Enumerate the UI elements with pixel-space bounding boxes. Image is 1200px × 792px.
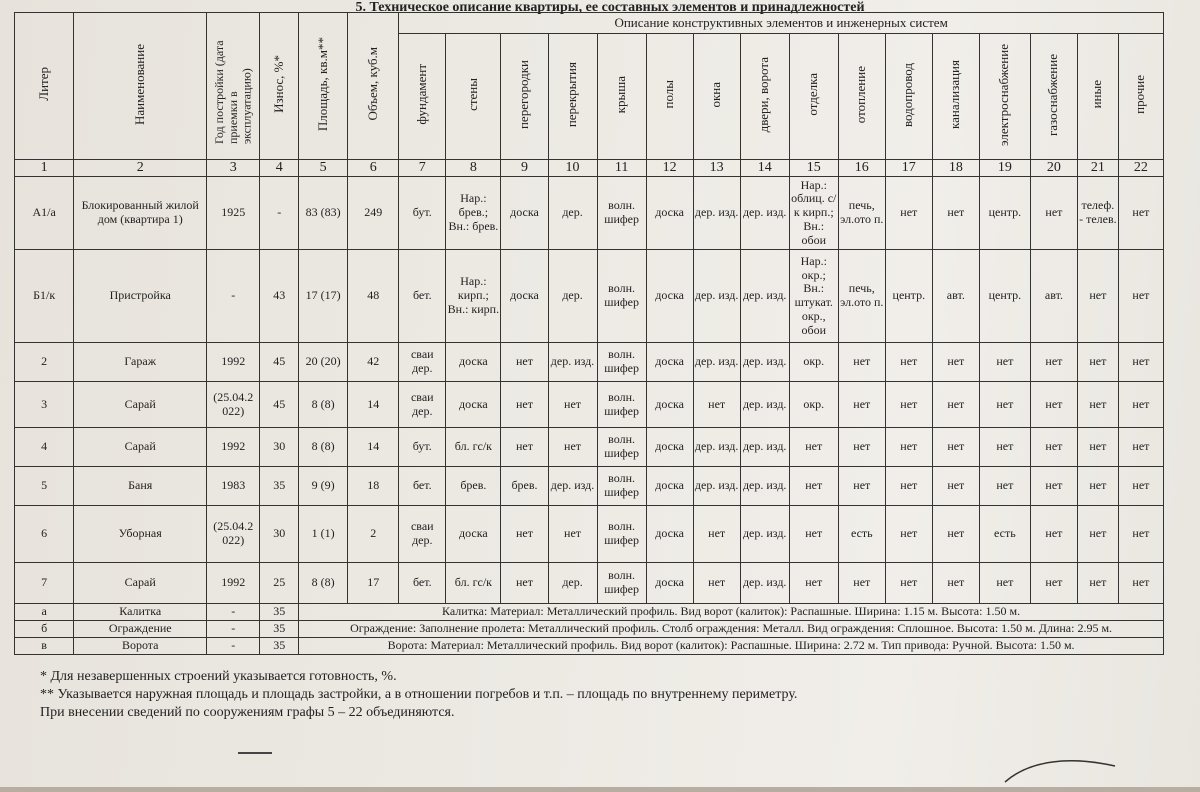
table-cell: 1983 bbox=[207, 467, 260, 506]
col-number: 21 bbox=[1077, 160, 1118, 177]
cell-liter: Б1/к bbox=[15, 250, 74, 343]
cell-liter: а bbox=[15, 604, 74, 621]
table-cell: нет bbox=[932, 467, 979, 506]
table-cell: 14 bbox=[348, 428, 399, 467]
table-cell: бет. bbox=[399, 467, 446, 506]
col-header-electricity: электроснабжение bbox=[979, 34, 1030, 160]
cell-name: Сарай bbox=[74, 428, 207, 467]
table-cell: дер. изд. bbox=[693, 250, 740, 343]
cell-liter: 4 bbox=[15, 428, 74, 467]
table-cell: бут. bbox=[399, 428, 446, 467]
table-cell: авт. bbox=[1030, 250, 1077, 343]
table-cell: центр. bbox=[885, 250, 932, 343]
table-cell: доска bbox=[646, 250, 693, 343]
col-header-doors: двери, ворота bbox=[740, 34, 789, 160]
col-header-gas: газоснабжение bbox=[1030, 34, 1077, 160]
table-cell: 45 bbox=[260, 382, 299, 428]
table-cell: нет bbox=[501, 506, 548, 563]
table-cell: нет bbox=[1118, 506, 1163, 563]
cell-name: Блокированный жилой дом (квартира 1) bbox=[74, 177, 207, 250]
cell-name: Ограждение bbox=[74, 621, 207, 638]
table-cell: доска bbox=[501, 177, 548, 250]
table-cell: дер. изд. bbox=[548, 343, 597, 382]
col-header-water: водопровод bbox=[885, 34, 932, 160]
table-cell: 18 bbox=[348, 467, 399, 506]
cell-name: Гараж bbox=[74, 343, 207, 382]
table-cell: (25.04.2 022) bbox=[207, 506, 260, 563]
table-cell: 17 bbox=[348, 563, 399, 604]
table-cell: печь, эл.ото п. bbox=[838, 177, 885, 250]
cell-liter: 7 bbox=[15, 563, 74, 604]
col-number: 20 bbox=[1030, 160, 1077, 177]
table-cell: 30 bbox=[260, 428, 299, 467]
table-cell: нет bbox=[1118, 250, 1163, 343]
table-cell: нет bbox=[979, 467, 1030, 506]
table-cell: нет bbox=[932, 428, 979, 467]
table-cell: нет bbox=[789, 428, 838, 467]
table-cell: волн. шифер bbox=[597, 177, 646, 250]
col-number: 12 bbox=[646, 160, 693, 177]
table-cell: 42 bbox=[348, 343, 399, 382]
table-cell: дер. изд. bbox=[740, 382, 789, 428]
table-cell: 8 (8) bbox=[299, 428, 348, 467]
table-cell: бл. гс/к bbox=[446, 428, 501, 467]
table-cell: доска bbox=[446, 506, 501, 563]
col-header-finishing: отделка bbox=[789, 34, 838, 160]
table-cell: бут. bbox=[399, 177, 446, 250]
fence-description: Калитка: Материал: Металлический профиль. Вид ворот (калиток): Распашные. Ширина: 1.15 м. Высота: 1.50 м. bbox=[299, 604, 1164, 621]
table-cell: нет bbox=[501, 428, 548, 467]
table-cell: нет bbox=[1030, 563, 1077, 604]
table-cell: 48 bbox=[348, 250, 399, 343]
table-cell: доска bbox=[646, 177, 693, 250]
col-header-sewer: канализация bbox=[932, 34, 979, 160]
table-cell: нет bbox=[1077, 563, 1118, 604]
col-number: 18 bbox=[932, 160, 979, 177]
table-cell: 1992 bbox=[207, 563, 260, 604]
table-cell: окр. bbox=[789, 382, 838, 428]
table-cell: 35 bbox=[260, 604, 299, 621]
table-cell: нет bbox=[885, 506, 932, 563]
table-cell: 45 bbox=[260, 343, 299, 382]
cell-name: Уборная bbox=[74, 506, 207, 563]
col-number: 13 bbox=[693, 160, 740, 177]
table-cell: 1 (1) bbox=[299, 506, 348, 563]
table-cell: дер. bbox=[548, 563, 597, 604]
table-cell: дер. изд. bbox=[693, 343, 740, 382]
table-cell: дер. изд. bbox=[740, 250, 789, 343]
fence-row bbox=[15, 604, 1164, 621]
table-cell: - bbox=[207, 604, 260, 621]
cell-liter: А1/а bbox=[15, 177, 74, 250]
table-cell: волн. шифер bbox=[597, 343, 646, 382]
col-number: 2 bbox=[74, 160, 207, 177]
col-header-liter: Литер bbox=[15, 13, 74, 160]
table-cell: нет bbox=[693, 382, 740, 428]
table-cell: нет bbox=[1077, 467, 1118, 506]
cell-name: Сарай bbox=[74, 382, 207, 428]
table-cell: нет bbox=[1030, 382, 1077, 428]
col-header-floors: полы bbox=[646, 34, 693, 160]
table-cell: нет bbox=[979, 382, 1030, 428]
table-cell: доска bbox=[446, 382, 501, 428]
group-header: Описание конструктивных элементов и инженерных систем bbox=[399, 13, 1164, 34]
footnote-2: ** Указывается наружная площадь и площадь застройки, а в отношении погребов и т.п. – площадь по внутреннему периметру. bbox=[40, 687, 798, 703]
footnotes bbox=[40, 668, 1140, 723]
table-cell: авт. bbox=[932, 250, 979, 343]
table-row bbox=[15, 428, 1164, 467]
table-cell: нет bbox=[1030, 467, 1077, 506]
table-cell: нет bbox=[885, 467, 932, 506]
table-cell: дер. изд. bbox=[740, 563, 789, 604]
table-cell: дер. изд. bbox=[693, 467, 740, 506]
fence-description: Ограждение: Заполнение пролета: Металлический профиль. Столб ограждения: Металл. Вид ограждения: Сплошное. Высота: 1.50 м. Длина: 2.95 м. bbox=[299, 621, 1164, 638]
cell-name: Ворота bbox=[74, 638, 207, 655]
table-cell: 249 bbox=[348, 177, 399, 250]
table-cell: 25 bbox=[260, 563, 299, 604]
table-cell: нет bbox=[1030, 428, 1077, 467]
table-cell: нет bbox=[789, 563, 838, 604]
table-cell: окр. bbox=[789, 343, 838, 382]
signature-scribble bbox=[1000, 752, 1120, 792]
col-header-volume: Объем, куб.м bbox=[348, 13, 399, 160]
col-number: 7 bbox=[399, 160, 446, 177]
table-cell: нет bbox=[548, 506, 597, 563]
table-row bbox=[15, 250, 1164, 343]
footnote-1: * Для незавершенных строений указывается готовность, %. bbox=[40, 669, 397, 684]
table-cell: сваи дер. bbox=[399, 343, 446, 382]
table-cell: 14 bbox=[348, 382, 399, 428]
technical-description-table bbox=[14, 12, 1164, 655]
table-cell: нет bbox=[838, 428, 885, 467]
table-cell: нет bbox=[885, 428, 932, 467]
table-cell: нет bbox=[885, 382, 932, 428]
table-cell: 43 bbox=[260, 250, 299, 343]
table-cell: сваи дер. bbox=[399, 382, 446, 428]
table-cell: волн. шифер bbox=[597, 382, 646, 428]
col-number: 22 bbox=[1118, 160, 1163, 177]
table-cell: нет bbox=[838, 343, 885, 382]
table-cell: нет bbox=[501, 343, 548, 382]
table-cell: - bbox=[260, 177, 299, 250]
table-cell: нет bbox=[979, 343, 1030, 382]
table-cell: брев. bbox=[501, 467, 548, 506]
fence-row bbox=[15, 621, 1164, 638]
col-header-heating: отопление bbox=[838, 34, 885, 160]
table-cell: нет bbox=[932, 177, 979, 250]
col-header-walls: стены bbox=[446, 34, 501, 160]
table-cell: - bbox=[207, 638, 260, 655]
col-header-other: иные bbox=[1077, 34, 1118, 160]
col-number: 1 bbox=[15, 160, 74, 177]
col-header-windows: окна bbox=[693, 34, 740, 160]
table-cell: доска bbox=[501, 250, 548, 343]
table-cell: нет bbox=[932, 382, 979, 428]
col-number: 4 bbox=[260, 160, 299, 177]
col-number: 14 bbox=[740, 160, 789, 177]
footnote-3: При внесении сведений по сооружениям графы 5 – 22 объединяются. bbox=[40, 705, 455, 721]
table-cell: нет bbox=[693, 563, 740, 604]
table-cell: нет bbox=[789, 506, 838, 563]
col-header-area: Площадь, кв.м** bbox=[299, 13, 348, 160]
col-number: 15 bbox=[789, 160, 838, 177]
table-cell: нет bbox=[979, 428, 1030, 467]
column-number-row bbox=[15, 160, 1164, 177]
table-cell: дер. изд. bbox=[740, 177, 789, 250]
table-cell: телеф. - телев. bbox=[1077, 177, 1118, 250]
col-header-year: Год постройки (дата приемки в эксплуатацию) bbox=[207, 13, 260, 160]
cell-name: Баня bbox=[74, 467, 207, 506]
table-cell: волн. шифер bbox=[597, 563, 646, 604]
table-cell: 35 bbox=[260, 467, 299, 506]
table-cell: доска bbox=[646, 428, 693, 467]
table-cell: нет bbox=[789, 467, 838, 506]
col-number: 9 bbox=[501, 160, 548, 177]
table-cell: нет bbox=[1077, 382, 1118, 428]
table-cell: 1992 bbox=[207, 428, 260, 467]
table-cell: есть bbox=[838, 506, 885, 563]
table-cell: Нар.: кирп.; Вн.: кирп. bbox=[446, 250, 501, 343]
table-cell: доска bbox=[446, 343, 501, 382]
table-cell: нет bbox=[932, 563, 979, 604]
table-cell: нет bbox=[1118, 563, 1163, 604]
table-cell: нет bbox=[548, 382, 597, 428]
table-cell: нет bbox=[1118, 177, 1163, 250]
table-cell: 8 (8) bbox=[299, 563, 348, 604]
table-cell: 20 (20) bbox=[299, 343, 348, 382]
col-header-roof: крыша bbox=[597, 34, 646, 160]
table-cell: 30 bbox=[260, 506, 299, 563]
table-cell: 35 bbox=[260, 638, 299, 655]
cell-liter: б bbox=[15, 621, 74, 638]
table-row bbox=[15, 343, 1164, 382]
table-cell: брев. bbox=[446, 467, 501, 506]
table-cell: доска bbox=[646, 506, 693, 563]
col-header-foundation: фундамент bbox=[399, 34, 446, 160]
table-cell: нет bbox=[885, 343, 932, 382]
table-cell: дер. изд. bbox=[740, 428, 789, 467]
table-cell: нет bbox=[1030, 177, 1077, 250]
table-cell: дер. изд. bbox=[740, 506, 789, 563]
table-cell: нет bbox=[1118, 343, 1163, 382]
col-number: 17 bbox=[885, 160, 932, 177]
table-cell: центр. bbox=[979, 250, 1030, 343]
col-header-partitions: перегородки bbox=[501, 34, 548, 160]
table-cell: дер. изд. bbox=[693, 428, 740, 467]
fence-description: Ворота: Материал: Металлический профиль. Вид ворот (калиток): Распашные. Ширина: 2.72 м. Тип привода: Ручной. Высота: 1.50 м. bbox=[299, 638, 1164, 655]
cell-liter: в bbox=[15, 638, 74, 655]
col-number: 6 bbox=[348, 160, 399, 177]
table-cell: нет bbox=[1118, 428, 1163, 467]
cell-liter: 6 bbox=[15, 506, 74, 563]
table-cell: нет bbox=[1077, 250, 1118, 343]
table-row bbox=[15, 467, 1164, 506]
table-cell: дер. изд. bbox=[740, 343, 789, 382]
table-cell: нет bbox=[1030, 343, 1077, 382]
table-cell: Нар.: облиц. с/к кирп.; Вн.: обои bbox=[789, 177, 838, 250]
table-cell: 9 (9) bbox=[299, 467, 348, 506]
table-cell: нет bbox=[932, 506, 979, 563]
col-number: 11 bbox=[597, 160, 646, 177]
table-row bbox=[15, 177, 1164, 250]
table-cell: 1925 bbox=[207, 177, 260, 250]
cell-liter: 2 bbox=[15, 343, 74, 382]
col-number: 16 bbox=[838, 160, 885, 177]
table-cell: центр. bbox=[979, 177, 1030, 250]
table-cell: есть bbox=[979, 506, 1030, 563]
table-cell: дер. изд. bbox=[740, 467, 789, 506]
table-cell: 35 bbox=[260, 621, 299, 638]
table-cell: нет bbox=[501, 382, 548, 428]
cell-name: Сарай bbox=[74, 563, 207, 604]
col-number: 10 bbox=[548, 160, 597, 177]
table-cell: нет bbox=[501, 563, 548, 604]
table-cell: - bbox=[207, 621, 260, 638]
cell-name: Калитка bbox=[74, 604, 207, 621]
table-cell: печь, эл.ото п. bbox=[838, 250, 885, 343]
fence-row bbox=[15, 638, 1164, 655]
table-cell: нет bbox=[979, 563, 1030, 604]
table-cell: нет bbox=[885, 177, 932, 250]
table-cell: - bbox=[207, 250, 260, 343]
col-header-floors-slabs: перекрытия bbox=[548, 34, 597, 160]
table-cell: нет bbox=[838, 382, 885, 428]
table-cell: бет. bbox=[399, 563, 446, 604]
table-cell: доска bbox=[646, 343, 693, 382]
cell-name: Пристройка bbox=[74, 250, 207, 343]
col-number: 5 bbox=[299, 160, 348, 177]
table-row bbox=[15, 563, 1164, 604]
table-cell: 8 (8) bbox=[299, 382, 348, 428]
table-cell: нет bbox=[1077, 506, 1118, 563]
cell-liter: 3 bbox=[15, 382, 74, 428]
pen-mark bbox=[238, 752, 272, 754]
table-cell: нет bbox=[1030, 506, 1077, 563]
col-number: 8 bbox=[446, 160, 501, 177]
table-cell: доска bbox=[646, 382, 693, 428]
table-row bbox=[15, 382, 1164, 428]
table-cell: нет bbox=[1118, 382, 1163, 428]
table-cell: 17 (17) bbox=[299, 250, 348, 343]
table-cell: дер. изд. bbox=[693, 177, 740, 250]
table-cell: дер. bbox=[548, 250, 597, 343]
table-cell: дер. изд. bbox=[548, 467, 597, 506]
table-cell: нет bbox=[1077, 343, 1118, 382]
table-cell: волн. шифер bbox=[597, 467, 646, 506]
page-title: 5. Техническое описание квартиры, ее составных элементов и принадлежностей bbox=[355, 0, 865, 15]
table-cell: нет bbox=[693, 506, 740, 563]
table-cell: нет bbox=[932, 343, 979, 382]
col-header-name: Наименование bbox=[74, 13, 207, 160]
table-cell: Нар.: окр.; Вн.: штукат. окр., обои bbox=[789, 250, 838, 343]
table-cell: Нар.: брев.; Вн.: брев. bbox=[446, 177, 501, 250]
table-row bbox=[15, 506, 1164, 563]
table-cell: волн. шифер bbox=[597, 428, 646, 467]
table-cell: 83 (83) bbox=[299, 177, 348, 250]
col-number: 19 bbox=[979, 160, 1030, 177]
table-cell: доска bbox=[646, 563, 693, 604]
table-cell: нет bbox=[885, 563, 932, 604]
table-cell: доска bbox=[646, 467, 693, 506]
table-cell: 1992 bbox=[207, 343, 260, 382]
table-cell: бет. bbox=[399, 250, 446, 343]
table-cell: волн. шифер bbox=[597, 250, 646, 343]
table-cell: нет bbox=[1118, 467, 1163, 506]
table-cell: 2 bbox=[348, 506, 399, 563]
table-cell: дер. bbox=[548, 177, 597, 250]
table-cell: волн. шифер bbox=[597, 506, 646, 563]
table-cell: нет bbox=[1077, 428, 1118, 467]
table-cell: (25.04.2 022) bbox=[207, 382, 260, 428]
table-cell: бл. гс/к bbox=[446, 563, 501, 604]
col-header-wear: Износ, %* bbox=[260, 13, 299, 160]
col-header-misc: прочие bbox=[1118, 34, 1163, 160]
col-number: 3 bbox=[207, 160, 260, 177]
table-cell: нет bbox=[838, 467, 885, 506]
cell-liter: 5 bbox=[15, 467, 74, 506]
table-cell: сваи дер. bbox=[399, 506, 446, 563]
table-cell: нет bbox=[548, 428, 597, 467]
table-cell: нет bbox=[838, 563, 885, 604]
